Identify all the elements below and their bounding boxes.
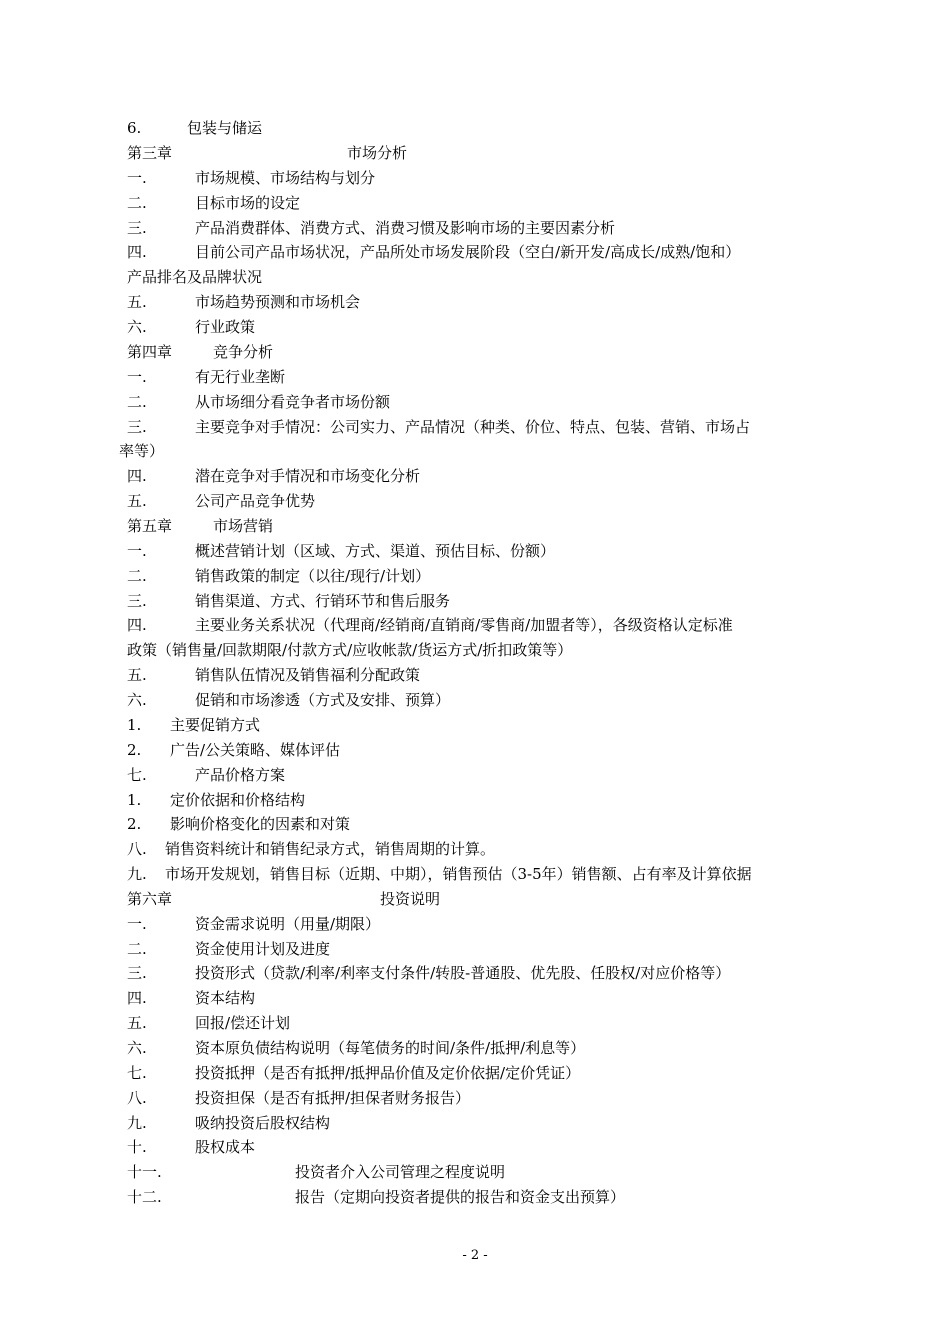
line-text: 销售资料统计和销售纪录方式，销售周期的计算。 xyxy=(165,840,496,858)
line-number: 六. xyxy=(127,1039,147,1057)
line-number: 十二. xyxy=(127,1188,162,1206)
line-text: 销售渠道、方式、行销环节和售后服务 xyxy=(195,592,451,610)
line-text: 概述营销计划（区域、方式、渠道、预估目标、份额） xyxy=(195,542,556,560)
line-number: 1. xyxy=(127,716,142,734)
line-text: 目前公司产品市场状况，产品所处市场发展阶段（空白/新开发/高成长/成熟/饱和） xyxy=(195,243,741,261)
line-number: 六. xyxy=(127,691,147,709)
line-text: 竞争分析 xyxy=(213,343,274,361)
page-number: - 2 - xyxy=(462,1248,488,1263)
line-number: 七. xyxy=(127,1064,147,1082)
line-text: 市场分析 xyxy=(347,144,408,162)
line-number: 三. xyxy=(127,418,147,436)
line-text: 资金需求说明（用量/期限） xyxy=(195,915,381,933)
line-text: 促销和市场渗透（方式及安排、预算） xyxy=(195,691,451,709)
line-number: 三. xyxy=(127,219,147,237)
line-text: 资本结构 xyxy=(195,989,256,1007)
line-text: 报告（定期向投资者提供的报告和资金支出预算） xyxy=(295,1188,626,1206)
line-number: 1. xyxy=(127,791,142,809)
line-text: 行业政策 xyxy=(195,318,256,336)
line-text: 潜在竞争对手情况和市场变化分析 xyxy=(195,467,421,485)
line-number: 三. xyxy=(127,592,147,610)
line-text: 吸纳投资后股权结构 xyxy=(195,1114,331,1132)
line-number: 九. xyxy=(127,865,147,883)
line-text: 市场规模、市场结构与划分 xyxy=(195,169,376,187)
line-number: 第六章 xyxy=(127,890,173,908)
line-text: 目标市场的设定 xyxy=(195,194,301,212)
line-text: 销售政策的制定（以往/现行/计划） xyxy=(195,567,431,585)
line-text: 投资形式（贷款/利率/利率支付条件/转股-普通股、优先股、任股权/对应价格等） xyxy=(195,964,731,982)
line-number: 第五章 xyxy=(127,517,173,535)
line-number: 三. xyxy=(127,964,147,982)
line-number: 第四章 xyxy=(127,343,173,361)
line-text: 公司产品竞争优势 xyxy=(195,492,316,510)
line-number: 一. xyxy=(127,368,147,386)
line-number: 五. xyxy=(127,1014,147,1032)
line-text: 投资抵押（是否有抵押/抵押品价值及定价依据/定价凭证） xyxy=(195,1064,581,1082)
line-text: 销售队伍情况及销售福利分配政策 xyxy=(195,666,421,684)
line-text: 主要促销方式 xyxy=(170,716,261,734)
line-text: 包装与储运 xyxy=(187,119,263,137)
line-text: 市场趋势预测和市场机会 xyxy=(195,293,361,311)
line-text: 投资者介入公司管理之程度说明 xyxy=(295,1163,506,1181)
line-text: 资本原负债结构说明（每笔债务的时间/条件/抵押/利息等） xyxy=(195,1039,586,1057)
line-number: 二. xyxy=(127,940,147,958)
line-number: 2. xyxy=(127,741,142,759)
line-number: 2. xyxy=(127,815,142,833)
line-text: 市场营销 xyxy=(213,517,274,535)
line-text: 广告/公关策略、媒体评估 xyxy=(170,741,341,759)
line-text: 投资说明 xyxy=(380,890,441,908)
line-number: 八. xyxy=(127,1089,147,1107)
line-number: 一. xyxy=(127,915,147,933)
line-text: 影响价格变化的因素和对策 xyxy=(170,815,351,833)
line-text: 政策（销售量/回款期限/付款方式/应收帐款/货运方式/折扣政策等） xyxy=(127,641,573,659)
line-text: 率等） xyxy=(119,442,165,460)
line-text: 回报/偿还计划 xyxy=(195,1014,291,1032)
line-number: 四. xyxy=(127,616,147,634)
line-text: 主要竞争对手情况：公司实力、产品情况（种类、价位、特点、包装、营销、市场占 xyxy=(195,418,751,436)
line-number: 五. xyxy=(127,492,147,510)
line-text: 有无行业垄断 xyxy=(195,368,286,386)
line-number: 四. xyxy=(127,989,147,1007)
line-number: 九. xyxy=(127,1114,147,1132)
line-text: 产品排名及品牌状况 xyxy=(127,268,263,286)
line-text: 从市场细分看竞争者市场份额 xyxy=(195,393,391,411)
line-text: 产品价格方案 xyxy=(195,766,286,784)
line-text: 产品消费群体、消费方式、消费习惯及影响市场的主要因素分析 xyxy=(195,219,616,237)
line-number: 第三章 xyxy=(127,144,173,162)
line-text: 股权成本 xyxy=(195,1138,256,1156)
line-number: 十一. xyxy=(127,1163,162,1181)
line-number: 十. xyxy=(127,1138,147,1156)
line-text: 资金使用计划及进度 xyxy=(195,940,331,958)
line-text: 主要业务关系状况（代理商/经销商/直销商/零售商/加盟者等），各级资格认定标准 xyxy=(195,616,733,634)
line-number: 六. xyxy=(127,318,147,336)
line-number: 八. xyxy=(127,840,147,858)
line-number: 五. xyxy=(127,666,147,684)
line-number: 二. xyxy=(127,194,147,212)
line-text: 投资担保（是否有抵押/担保者财务报告） xyxy=(195,1089,471,1107)
line-text: 市场开发规划，销售目标（近期、中期），销售预估（3-5年）销售额、占有率及计算依据 xyxy=(165,865,752,883)
line-number: 四. xyxy=(127,467,147,485)
line-number: 一. xyxy=(127,542,147,560)
line-text: 定价依据和价格结构 xyxy=(170,791,306,809)
line-number: 6. xyxy=(127,119,142,137)
line-number: 五. xyxy=(127,293,147,311)
line-number: 一. xyxy=(127,169,147,187)
line-number: 二. xyxy=(127,393,147,411)
line-number: 四. xyxy=(127,243,147,261)
line-number: 七. xyxy=(127,766,147,784)
line-number: 二. xyxy=(127,567,147,585)
